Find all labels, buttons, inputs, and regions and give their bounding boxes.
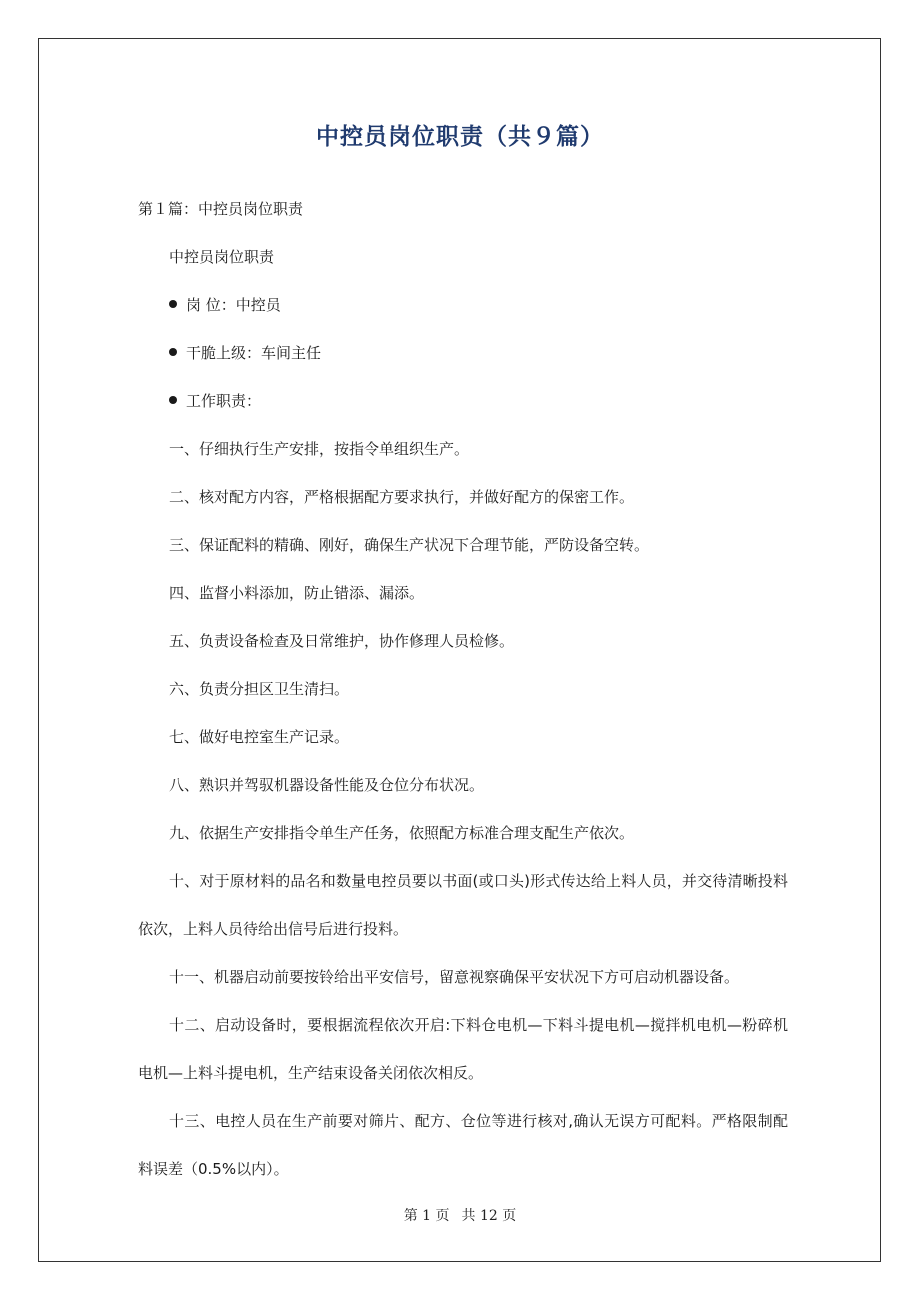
duty-item-7: 七、做好电控室生产记录。 <box>169 728 350 746</box>
bullet-icon <box>169 348 177 356</box>
bullet-text: 工作职责： <box>186 392 262 410</box>
duty-item-8: 八、熟识并驾驭机器设备性能及仓位分布状况。 <box>169 776 485 794</box>
bullet-text: 干脆上级：车间主任 <box>186 344 322 362</box>
document-title: 中控员岗位职责（共９篇） <box>316 124 604 150</box>
duty-item-1: 一、仔细执行生产安排，按指令单组织生产。 <box>169 440 470 458</box>
duty-item-11: 十一、机器启动前要按铃给出平安信号，留意视察确保平安状况下方可启动机器设备。 <box>169 968 740 986</box>
duty-item-12: 十二、启动设备时，要根据流程依次开启:下料仓电机—下料斗提电机—搅拌机电机—粉碎机电机—上料斗提电机，生产结束设备关闭依次相反。 <box>138 1016 788 1082</box>
duty-item-13: 十三、电控人员在生产前要对筛片、配方、仓位等进行核对,确认无误方可配料。严格限制配料误差（0.5%以内）。 <box>138 1112 788 1178</box>
bullet-text: 岗 位：中控员 <box>186 296 281 314</box>
page-total: 共 12 页 <box>461 1208 517 1224</box>
duty-item-6: 六、负责分担区卫生清扫。 <box>169 680 350 698</box>
duty-item-10: 十、对于原材料的品名和数量电控员要以书面(或口头)形式传达给上料人员，并交待清晰投料依次，上料人员待给出信号后进行投料。 <box>138 872 788 938</box>
duty-item-2: 二、核对配方内容，严格根据配方要求执行，并做好配方的保密工作。 <box>169 488 635 506</box>
bullet-icon <box>169 396 177 404</box>
section-subtitle: 中控员岗位职责 <box>169 248 275 266</box>
bullet-item-duties <box>169 377 261 425</box>
bullet-item-position <box>169 281 281 329</box>
section-heading: 第１篇：中控员岗位职责 <box>138 200 304 218</box>
duty-item-4: 四、监督小料添加，防止错添、漏添。 <box>169 584 425 602</box>
duty-item-5: 五、负责设备检查及日常维护，协作修理人员检修。 <box>169 632 515 650</box>
duty-item-3: 三、保证配料的精确、刚好，确保生产状况下合理节能，严防设备空转。 <box>169 536 650 554</box>
bullet-item-supervisor <box>169 329 321 377</box>
page-footer <box>0 1205 920 1225</box>
page-number: 第 1 页 <box>403 1208 450 1224</box>
bullet-icon <box>169 300 177 308</box>
duty-item-9: 九、依据生产安排指令单生产任务，依照配方标准合理支配生产依次。 <box>169 824 635 842</box>
